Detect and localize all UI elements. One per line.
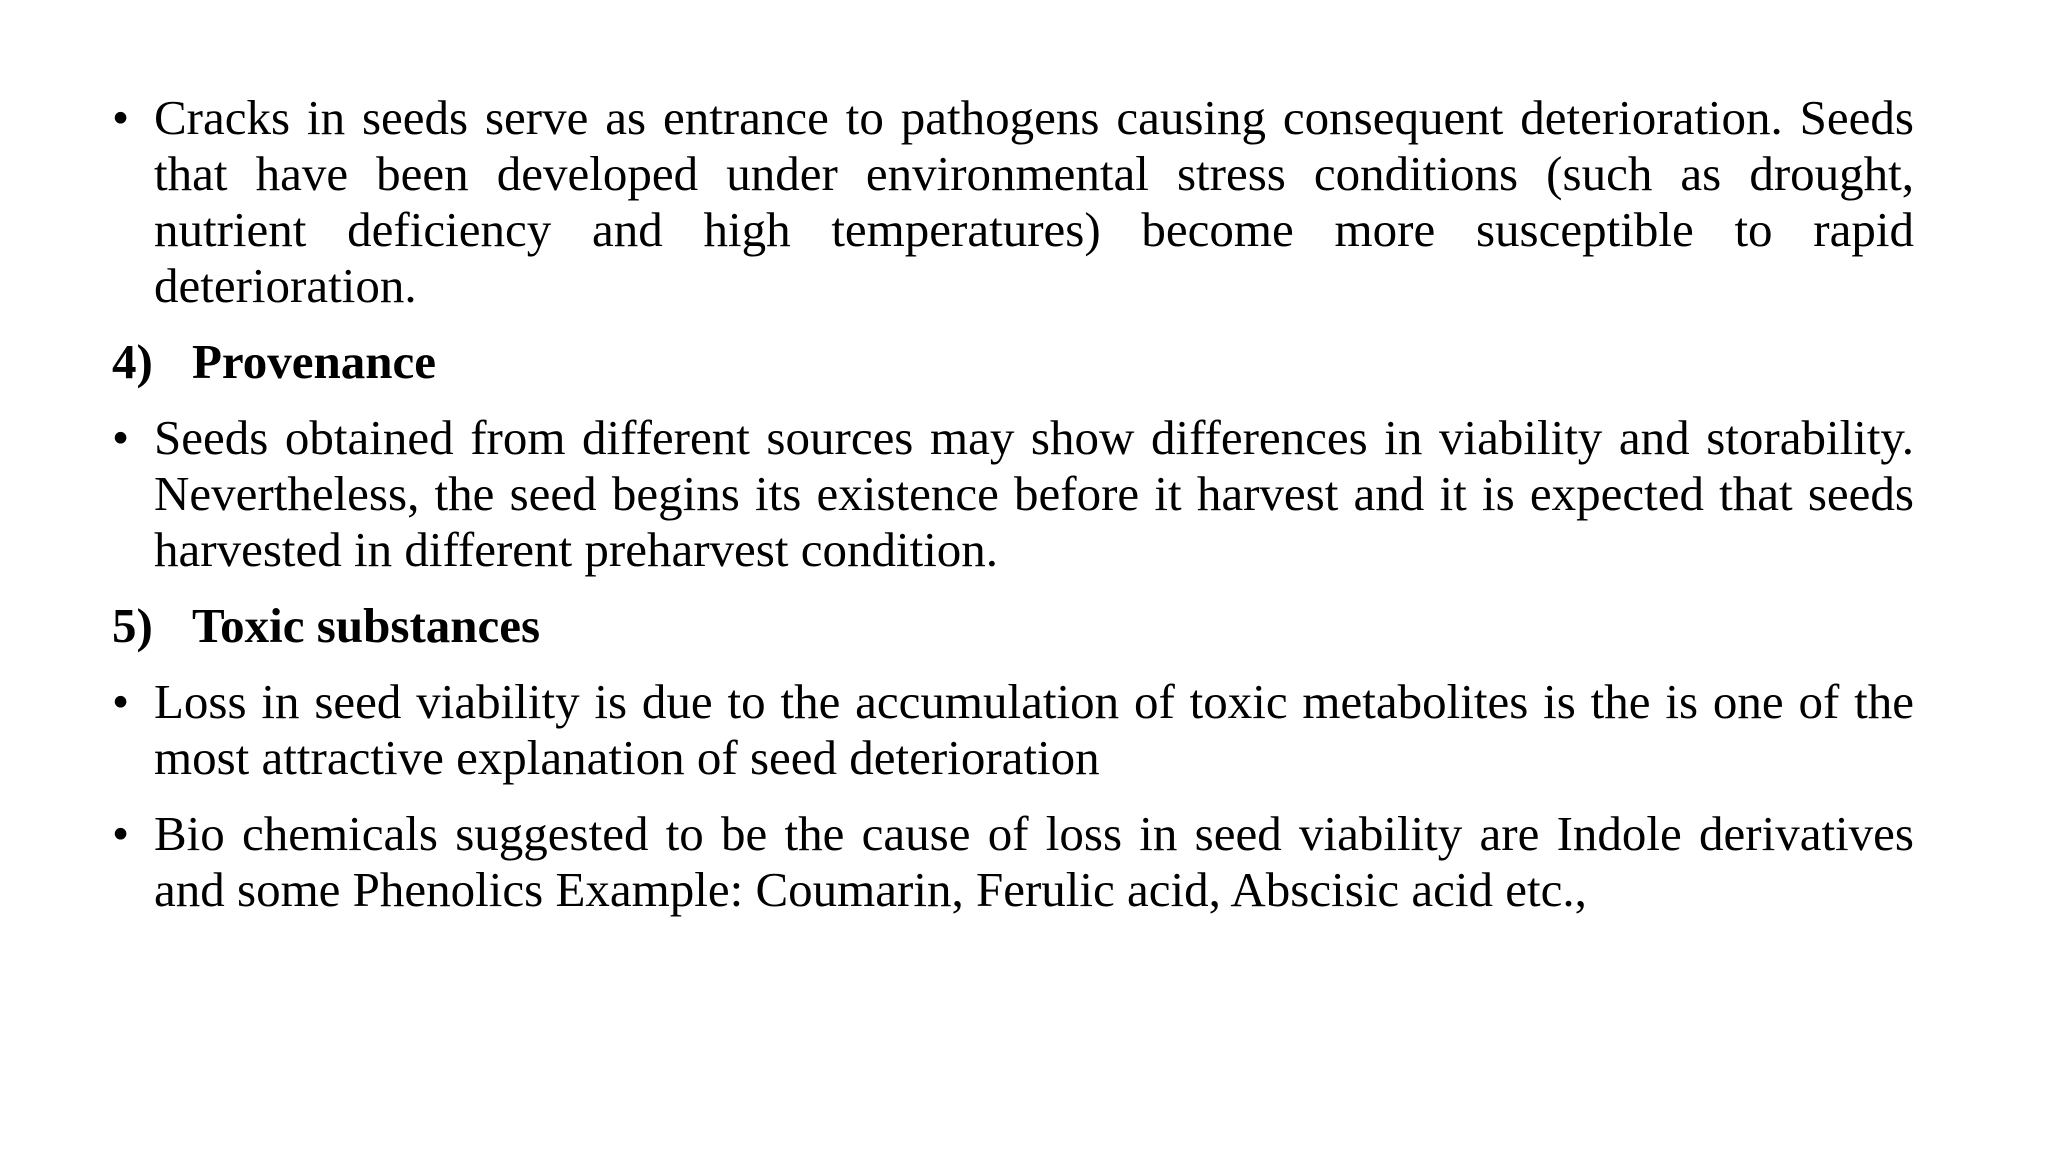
bullet-toxic-metabolites <box>112 674 1914 786</box>
slide-content <box>112 90 1914 938</box>
bullet-marker: • <box>112 806 130 861</box>
bullet-text: Cracks in seeds serve as entrance to pathogens causing consequent deterioration. Seeds that have been developed under environmental stress conditions (such as drought, nutrient deficiency and high temperatures) become more susceptible to rapid deterioration. <box>154 90 1914 313</box>
bullet-text: Bio chemicals suggested to be the cause of loss in seed viability are Indole derivatives and some Phenolics Example: Coumarin, Ferulic acid, Abscisic acid etc., <box>154 806 1914 917</box>
heading-number: 4) <box>112 334 153 389</box>
bullet-text: Seeds obtained from different sources may show differences in viability and storability. Nevertheless, the seed begins its existence before it harvest and it is expected that seeds harvested in different preharvest condition. <box>154 410 1914 577</box>
bullet-text: Loss in seed viability is due to the accumulation of toxic metabolites is the is one of the most attractive explanation of seed deterioration <box>154 674 1914 785</box>
bullet-cracks-in-seeds <box>112 90 1914 314</box>
heading-text: Provenance <box>192 334 437 389</box>
bullet-marker: • <box>112 410 130 465</box>
bullet-bio-chemicals <box>112 806 1914 918</box>
bullet-marker: • <box>112 90 130 145</box>
heading-text: Toxic substances <box>192 598 541 653</box>
heading-toxic-substances <box>112 598 1914 654</box>
heading-number: 5) <box>112 598 153 653</box>
heading-provenance <box>112 334 1914 390</box>
bullet-marker: • <box>112 674 130 729</box>
bullet-seeds-different-sources <box>112 410 1914 578</box>
